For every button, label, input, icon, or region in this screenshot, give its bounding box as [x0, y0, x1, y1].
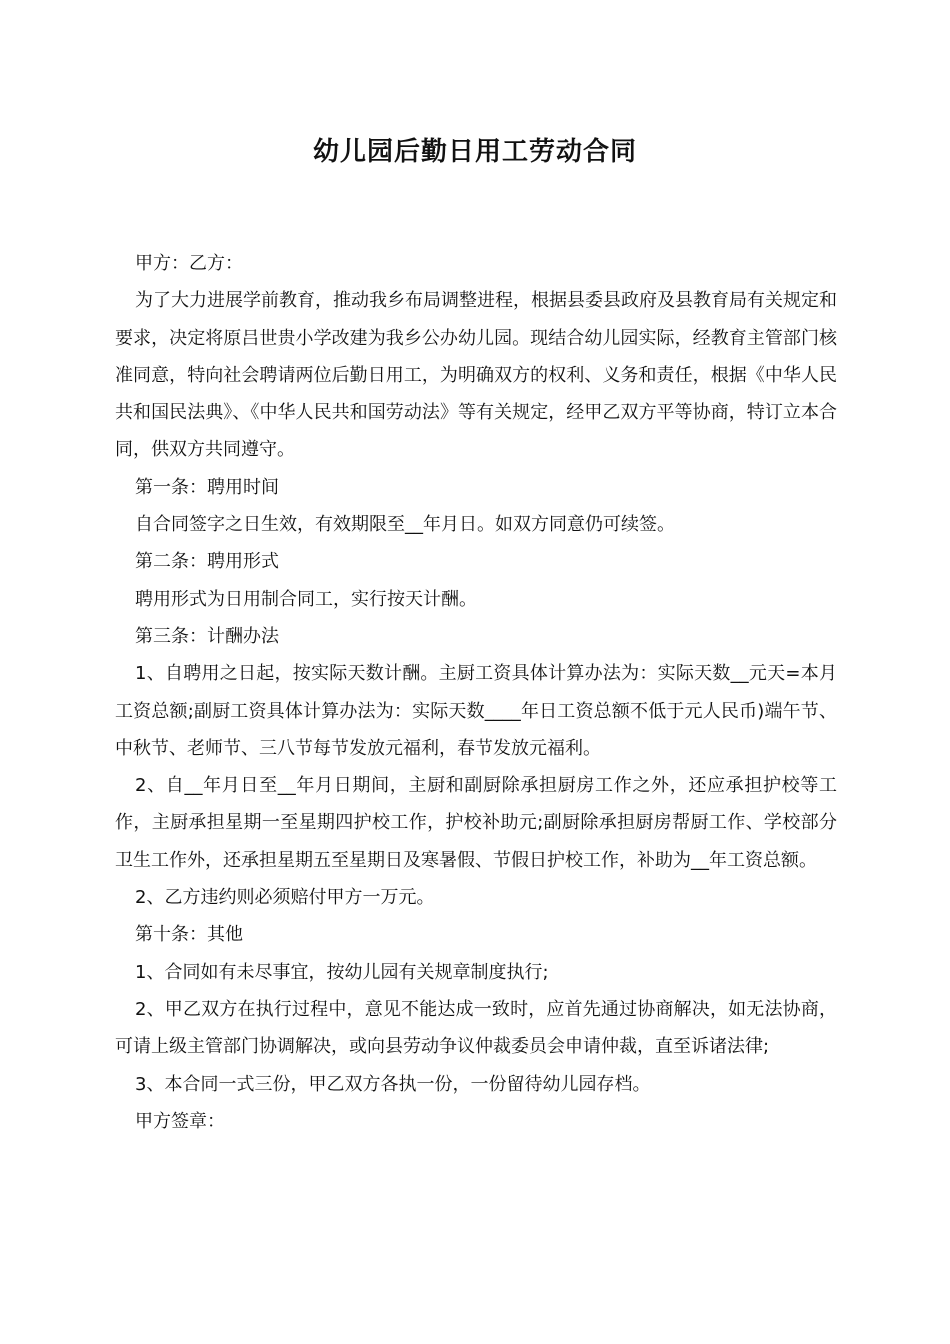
document-body — [115, 245, 837, 1140]
article-1-text: 自合同签字之日生效，有效期限至__年月日。如双方同意仍可续签。 — [135, 514, 675, 536]
article-10-item-2: 2、甲乙双方在执行过程中，意见不能达成一致时，应首先通过协商解决，如无法协商，可请上级主管部门协调解决，或向县劳动争议仲裁委员会申请仲裁，直至诉诸法律; — [115, 998, 837, 1058]
article-2-heading: 第二条：聘用形式 — [135, 551, 279, 573]
article-1-heading: 第一条：聘用时间 — [135, 476, 279, 498]
document-title: 幼儿园后勤日用工劳动合同 — [312, 137, 637, 167]
article-10-item-3: 3、本合同一式三份，甲乙双方各执一份，一份留待幼儿园存档。 — [135, 1073, 651, 1095]
preamble-paragraph: 为了大力进展学前教育，推动我乡布局调整进程，根据县委县政府及县教育局有关规定和要求，决定将原吕世贵小学改建为我乡公办幼儿园。现结合幼儿园实际，经教育主管部门核准同意，特向社会聘请两位后勤日用工，为明确双方的权利、义务和责任，根据《中华人民共和国民法典》、《中华人民共和国劳动法》等有关规定，经甲乙双方平等协商，特订立本合同，供双方共同遵守。 — [115, 290, 837, 461]
breach-clause: 2、乙方违约则必须赔付甲方一万元。 — [135, 887, 435, 909]
article-3-item-1: 1、自聘用之日起，按实际天数计酬。主厨工资具体计算办法为：实际天数__元天=本月工资总额;副厨工资具体计算办法为：实际天数____年日工资总额不低于元人民币)端午节、中秋节、老师节、三八节每节发放元福利，春节发放元福利。 — [115, 663, 837, 759]
article-10-heading: 第十条：其他 — [135, 924, 243, 946]
article-2-text: 聘用形式为日用制合同工，实行按天计酬。 — [135, 588, 477, 610]
party-a-signature-line: 甲方签章： — [135, 1110, 225, 1132]
article-10-item-1: 1、合同如有未尽事宜，按幼儿园有关规章制度执行; — [135, 961, 549, 983]
article-3-heading: 第三条：计酬办法 — [135, 625, 279, 647]
article-3-item-2: 2、自__年月日至__年月日期间，主厨和副厨除承担厨房工作之外，还应承担护校等工作，主厨承担星期一至星期四护校工作，护校补助元;副厨除承担厨房帮厨工作、学校部分卫生工作外，还承担星期五至星期日及寒暑假、节假日护校工作，补助为__年工资总额。 — [115, 775, 837, 871]
parties-line: 甲方：乙方： — [135, 253, 243, 274]
